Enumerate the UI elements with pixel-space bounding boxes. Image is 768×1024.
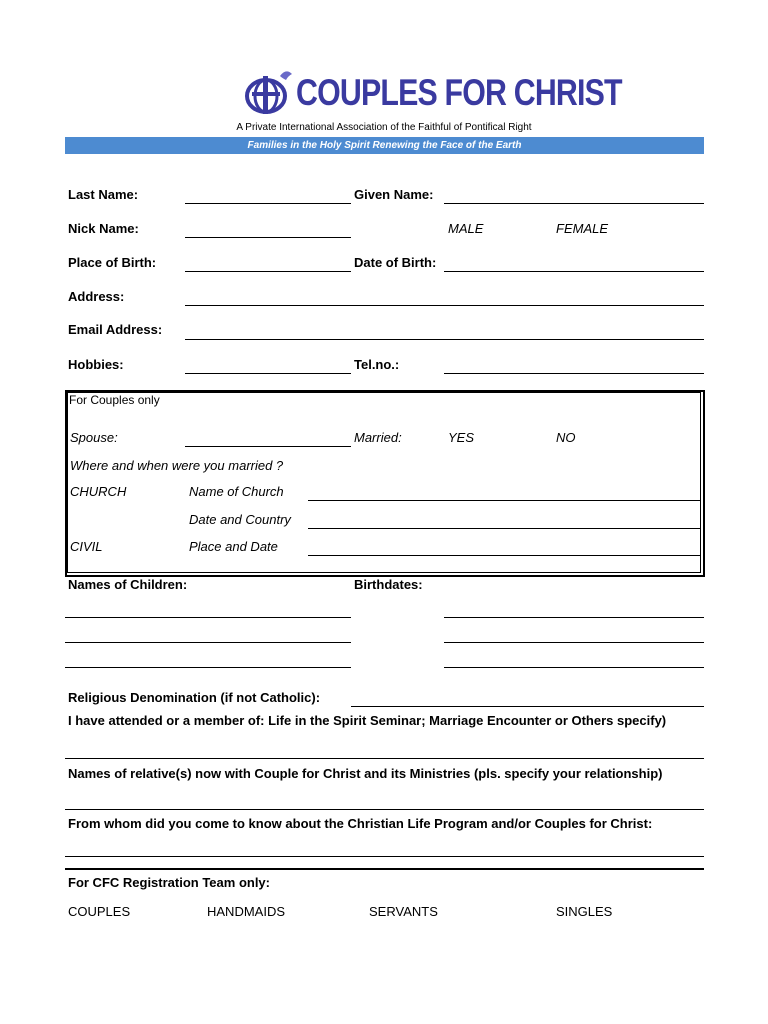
attended-field[interactable] — [65, 758, 704, 759]
singles-option[interactable]: SINGLES — [556, 904, 613, 919]
address-label: Address: — [68, 289, 125, 304]
religion-label: Religious Denomination (if not Catholic): — [68, 690, 321, 705]
date-country-field[interactable] — [308, 528, 701, 529]
given-name-label: Given Name: — [354, 187, 434, 202]
tel-field[interactable] — [444, 373, 704, 374]
tagline: A Private International Association of the Faithful of Pontifical Right — [236, 122, 532, 133]
male-option[interactable]: MALE — [448, 221, 484, 236]
children-names-label: Names of Children: — [68, 577, 188, 592]
nick-name-label: Nick Name: — [68, 221, 139, 236]
attended-label: I have attended or a member of: Life in the Spirit Seminar; Marriage Encounter or Others specify) — [68, 713, 667, 728]
email-field[interactable] — [185, 339, 704, 340]
name-of-church-field[interactable] — [308, 500, 701, 501]
female-option[interactable]: FEMALE — [556, 221, 609, 236]
cfc-logo-icon — [244, 66, 300, 116]
motto-banner: Families in the Holy Spirit Renewing the Face of the Earth — [65, 137, 704, 154]
place-date-label: Place and Date — [189, 539, 278, 554]
spouse-field[interactable] — [185, 446, 351, 447]
child-name-field[interactable] — [65, 642, 351, 643]
logo-text: COUPLES FOR CHRIST — [296, 72, 622, 113]
relatives-field[interactable] — [65, 809, 704, 810]
relatives-label: Names of relative(s) now with Couple for Christ and its Ministries (pls. specify your relationship) — [68, 766, 663, 781]
tel-label: Tel.no.: — [354, 357, 400, 372]
child-birthdate-field[interactable] — [444, 617, 704, 618]
servants-option[interactable]: SERVANTS — [369, 904, 438, 919]
date-of-birth-label: Date of Birth: — [354, 255, 437, 270]
from-whom-label: From whom did you come to know about the Christian Life Program and/or Couples for Christ: — [68, 816, 653, 831]
place-of-birth-label: Place of Birth: — [68, 255, 157, 270]
date-of-birth-field[interactable] — [444, 271, 704, 272]
given-name-field[interactable] — [444, 203, 704, 204]
hobbies-label: Hobbies: — [68, 357, 124, 372]
from-whom-field[interactable] — [65, 856, 704, 857]
child-name-field[interactable] — [65, 667, 351, 668]
email-label: Email Address: — [68, 322, 163, 337]
child-birthdate-field[interactable] — [444, 642, 704, 643]
place-date-field[interactable] — [308, 555, 701, 556]
last-name-label: Last Name: — [68, 187, 139, 202]
spouse-label: Spouse: — [70, 430, 118, 445]
where-when-married-label: Where and when were you married ? — [70, 458, 284, 473]
child-name-field[interactable] — [65, 617, 351, 618]
last-name-field[interactable] — [185, 203, 351, 204]
address-field[interactable] — [185, 305, 704, 306]
name-of-church-label: Name of Church — [189, 484, 284, 499]
registration-title: For CFC Registration Team only: — [68, 875, 270, 890]
birthdates-label: Birthdates: — [354, 577, 423, 592]
child-birthdate-field[interactable] — [444, 667, 704, 668]
church-label: CHURCH — [70, 484, 127, 499]
nick-name-field[interactable] — [185, 237, 351, 238]
civil-label: CIVIL — [70, 539, 103, 554]
married-no-option[interactable]: NO — [556, 430, 576, 445]
married-yes-option[interactable]: YES — [448, 430, 475, 445]
religion-field[interactable] — [351, 706, 704, 707]
hobbies-field[interactable] — [185, 373, 351, 374]
couples-option[interactable]: COUPLES — [68, 904, 131, 919]
place-of-birth-field[interactable] — [185, 271, 351, 272]
couples-section-title: For Couples only — [69, 393, 160, 407]
handmaids-option[interactable]: HANDMAIDS — [207, 904, 286, 919]
couples-section-inner-border — [67, 392, 701, 573]
date-country-label: Date and Country — [189, 512, 291, 527]
married-label: Married: — [354, 430, 402, 445]
section-divider — [65, 868, 704, 870]
